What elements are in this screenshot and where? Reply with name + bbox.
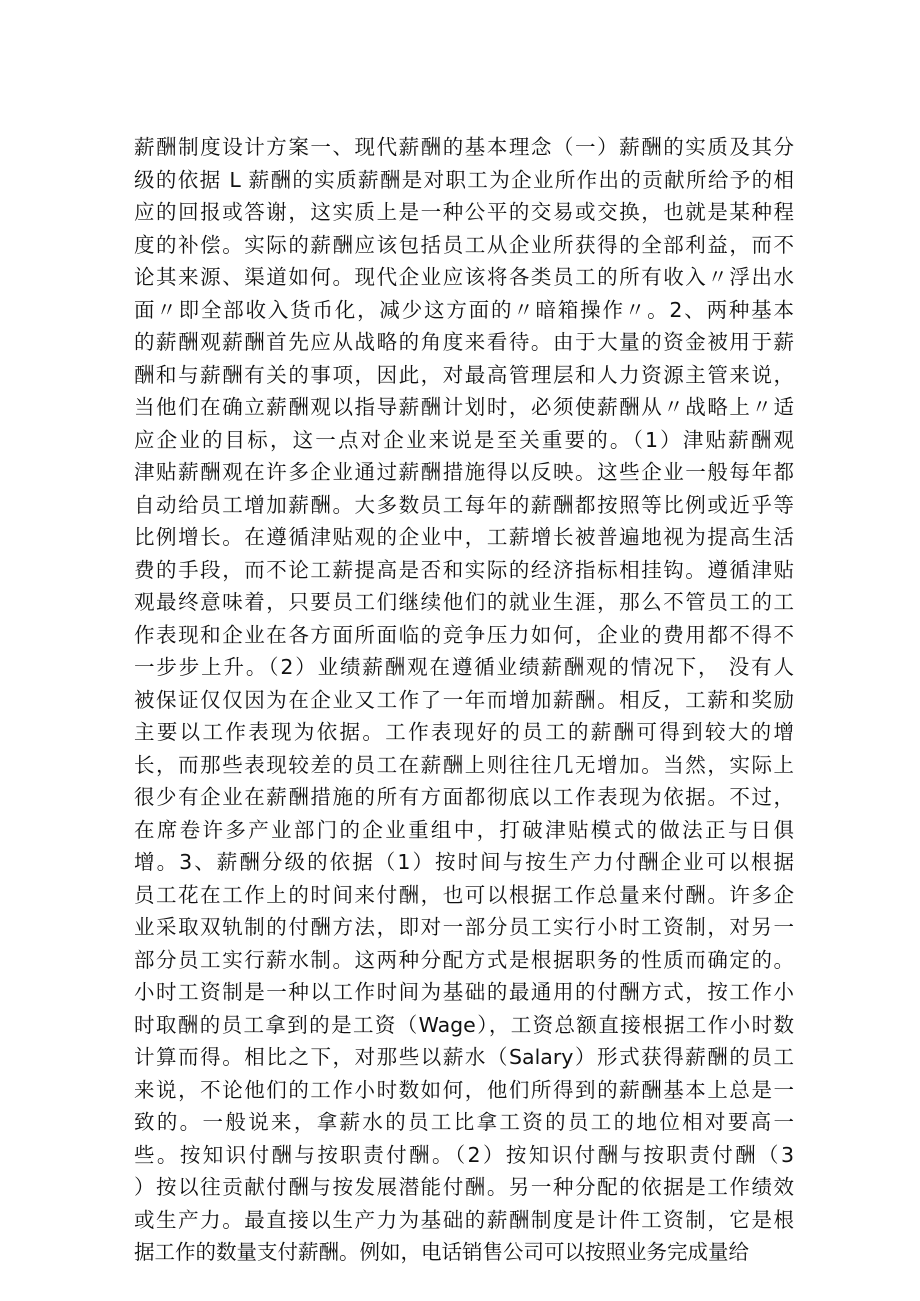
- text-line: 很少有企业在薪酬措施的所有方面都彻底以工作表现为依据。不过，: [134, 785, 794, 809]
- text-line: 计算而得。相比之下，对那些以薪水（Salary）形式获得薪酬的员工: [134, 1045, 794, 1069]
- text-line: 酬和与薪酬有关的事项，因此，对最高管理层和人力资源主管来说，: [134, 362, 794, 387]
- text-line: 员工花在工作上的时间来付酬，也可以根据工作总量来付酬。许多企: [134, 882, 794, 907]
- text-line: 被保证仅仅因为在企业又工作了一年而增加薪酬。相反，工薪和奖励: [134, 687, 794, 712]
- text-line: 些。按知识付酬与按职责付酬。（2）按知识付酬与按职责付酬（3: [134, 1142, 794, 1167]
- text-line: 应的回报或答谢，这实质上是一种公平的交易或交换，也就是某种程: [134, 200, 794, 224]
- text-line: 论其来源、渠道如何。现代企业应该将各类员工的所有收入〃浮出水: [134, 265, 794, 289]
- text-line: 面〃即全部收入货币化，减少这方面的〃暗箱操作〃。2、两种基本: [134, 297, 794, 322]
- text-line: 应企业的目标，这一点对企业来说是至关重要的。（1）津贴薪酬观: [134, 427, 794, 452]
- text-line: 来说，不论他们的工作小时数如何，他们所得到的薪酬基本上总是一: [134, 1077, 794, 1102]
- text-line: 或生产力。最直接以生产力为基础的薪酬制度是计件工资制，它是根: [134, 1207, 794, 1232]
- text-line: 度的补偿。实际的薪酬应该包括员工从企业所获得的全部利益，而不: [134, 232, 794, 257]
- text-line: 增。3、薪酬分级的依据（1）按时间与按生产力付酬企业可以根据: [134, 850, 794, 874]
- text-line: 费的手段，而不论工薪提高是否和实际的经济指标相挂钩。遵循津贴: [134, 557, 794, 582]
- text-line: 观最终意味着，只要员工们继续他们的就业生涯，那么不管员工的工: [134, 590, 794, 614]
- text-line: 长，而那些表现较差的员工在薪酬上则往往几无增加。当然，实际上: [134, 752, 794, 777]
- text-line: 业采取双轨制的付酬方法，即对一部分员工实行小时工资制，对另一: [134, 915, 794, 939]
- text-line: ）按以往贡献付酬与按发展潜能付酬。另一种分配的依据是工作绩效: [134, 1175, 794, 1199]
- text-line: 小时工资制是一种以工作时间为基础的最通用的付酬方式，按工作小: [134, 980, 794, 1004]
- text-line: 在席卷许多产业部门的企业重组中，打破津贴模式的做法正与日俱: [134, 817, 794, 842]
- text-line: 当他们在确立薪酬观以指导薪酬计划时，必须使薪酬从〃战略上〃适: [134, 395, 794, 419]
- text-line: 据工作的数量支付薪酬。例如，电话销售公司可以按照业务完成量给: [134, 1240, 749, 1264]
- text-line: 致的。一般说来，拿薪水的员工比拿工资的员工的地位相对要高一: [134, 1110, 794, 1134]
- text-line: 的薪酬观薪酬首先应从战略的角度来看待。由于大量的资金被用于薪: [134, 330, 794, 354]
- body-paragraph: [134, 131, 794, 1269]
- text-line: 比例增长。在遵循津贴观的企业中，工薪增长被普遍地视为提高生活: [134, 525, 794, 549]
- text-line: 津贴薪酬观在许多企业通过薪酬措施得以反映。这些企业一般每年都: [134, 460, 794, 484]
- text-line: 自动给员工增加薪酬。大多数员工每年的薪酬都按照等比例或近乎等: [134, 492, 794, 517]
- text-line: 一步步上升。（2）业绩薪酬观在遵循业绩薪酬观的情况下， 没有人: [134, 655, 794, 679]
- text-line: 作表现和企业在各方面所面临的竞争压力如何，企业的费用都不得不: [134, 622, 794, 647]
- text-line: 薪酬制度设计方案一、现代薪酬的基本理念（一）薪酬的实质及其分: [134, 135, 794, 159]
- text-line: 主要以工作表现为依据。工作表现好的员工的薪酬可得到较大的增: [134, 720, 794, 744]
- text-line: 部分员工实行薪水制。这两种分配方式是根据职务的性质而确定的。: [134, 947, 794, 972]
- text-line: 时取酬的员工拿到的是工资（Wage），工资总额直接根据工作小时数: [134, 1012, 794, 1037]
- text-line: 级的依据 L 薪酬的实质薪酬是对职工为企业所作出的贡献所给予的相: [134, 167, 794, 192]
